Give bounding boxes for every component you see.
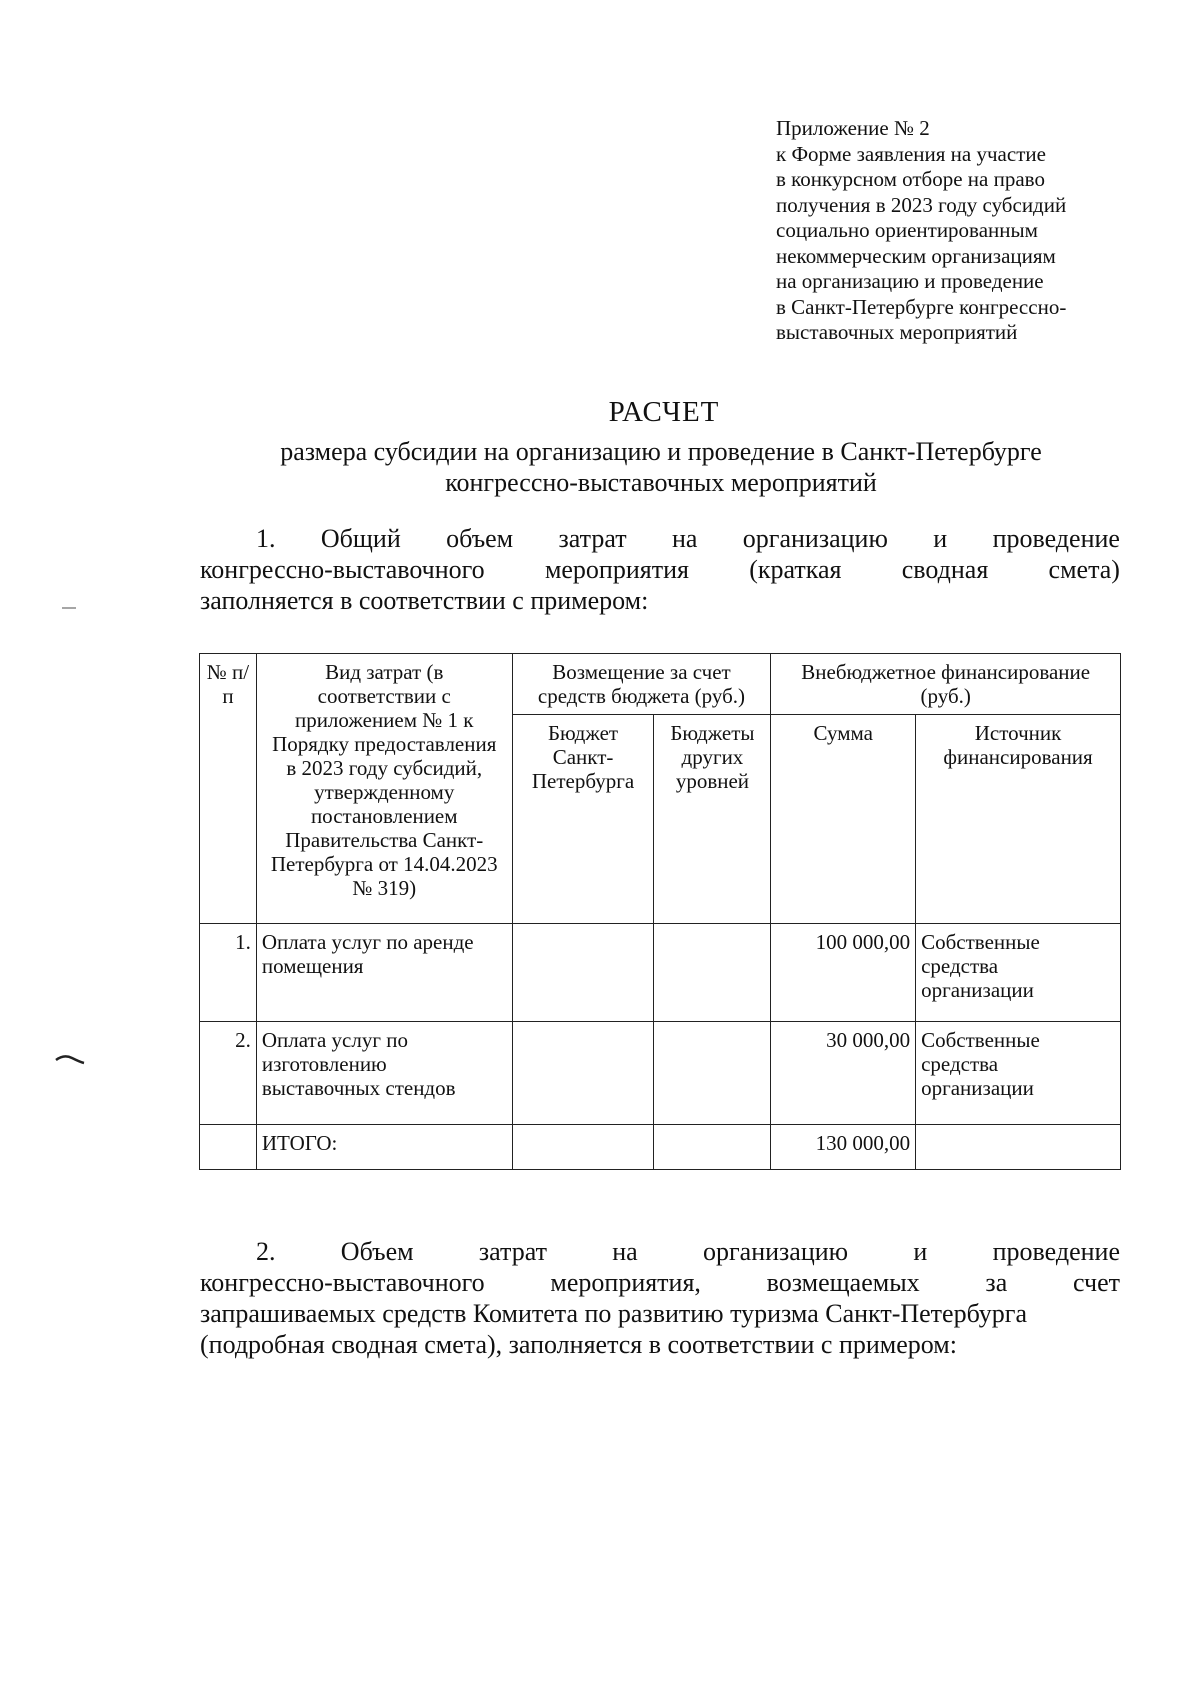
word: счет [1072, 1268, 1120, 1297]
section-2-paragraph [200, 1236, 1120, 1360]
word: объем [446, 524, 514, 553]
header-sum: Сумма [771, 715, 916, 924]
annex-line: некоммерческим организациям [776, 243, 1056, 268]
document-subtitle [240, 436, 1082, 498]
row-budget-spb [512, 1022, 654, 1125]
table-row [200, 1022, 1121, 1125]
row-num: 1. [200, 924, 257, 1022]
row-cost-type: Оплата услуг по аренде помещения [256, 924, 512, 1022]
word: и [933, 524, 948, 553]
word: организацию [703, 1237, 849, 1266]
document-title: РАСЧЕТ [608, 396, 720, 428]
row-budget-other [654, 1022, 771, 1125]
row-cost-type: Оплата услуг по изготовлению выставочных стендов [256, 1022, 512, 1125]
paragraph-line [200, 554, 1120, 585]
word: Общий [320, 524, 401, 553]
word: сводная [901, 555, 989, 584]
word: мероприятия, [550, 1268, 701, 1297]
row-source: Собственные средства организации [916, 1022, 1121, 1125]
header-extra-group: Внебюджетное финансирование (руб.) [771, 654, 1121, 715]
row-sum: 30 000,00 [771, 1022, 916, 1125]
subtitle-line: конгрессно-выставочных мероприятий [445, 468, 877, 497]
annex-header [776, 116, 1116, 346]
total-label: ИТОГО: [256, 1125, 512, 1170]
word: конгрессно-выставочного [200, 1268, 485, 1297]
header-budget-group: Возмещение за счет средств бюджета (руб.) [512, 654, 771, 715]
word: затрат [558, 524, 627, 553]
header-source: Источник финансирования [916, 715, 1121, 924]
paragraph-line: запрашиваемых средств Комитета по развитию туризма Санкт-Петербурга [200, 1299, 1028, 1328]
scan-artifact-mark [54, 1052, 86, 1066]
annex-line: социально ориентированным [776, 218, 1038, 242]
word: за [985, 1268, 1008, 1297]
header-budget-other: Бюджеты других уровней [654, 715, 771, 924]
annex-line: выставочных мероприятий [776, 320, 1018, 344]
word: возмещаемых [766, 1268, 920, 1297]
word: организацию [742, 524, 888, 553]
table-total-row [200, 1125, 1121, 1170]
table-row [200, 924, 1121, 1022]
row-budget-other [654, 924, 771, 1022]
word: на [671, 524, 698, 553]
word: мероприятия [544, 555, 689, 584]
row-source: Собственные средства организации [916, 924, 1121, 1022]
word: проведение [992, 1237, 1120, 1266]
word: проведение [992, 524, 1120, 553]
paragraph-line: заполняется в соответствии с примером: [200, 586, 649, 615]
paragraph-line [200, 1267, 1120, 1298]
annex-line: к Форме заявления на участие [776, 141, 1046, 166]
word: 2. [256, 1237, 276, 1266]
word: смета) [1048, 555, 1120, 584]
row-budget-spb [512, 924, 654, 1022]
header-num: № п/п [200, 654, 257, 924]
subtitle-line: размера субсидии на организацию и проведение в Санкт-Петербурге [280, 437, 1042, 466]
table-header-row [200, 654, 1121, 715]
total-sum: 130 000,00 [771, 1125, 916, 1170]
cost-table [199, 653, 1121, 1170]
word: затрат [478, 1237, 547, 1266]
word: (краткая [749, 555, 842, 584]
paragraph-line [200, 523, 1120, 554]
paragraph-line: (подробная сводная смета), заполняется в соответствии с примером: [200, 1330, 957, 1359]
annex-line: Приложение № 2 [776, 116, 930, 140]
header-budget-spb: Бюджет Санкт-Петербурга [512, 715, 654, 924]
row-sum: 100 000,00 [771, 924, 916, 1022]
annex-line: на организацию и проведение [776, 269, 1044, 293]
word: конгрессно-выставочного [200, 555, 485, 584]
word: Объем [340, 1237, 414, 1266]
header-cost-type: Вид затрат (в соответствии с приложением № 1 к Порядку предоставления в 2023 году субсидий, утвержденному постановлением Правительства Санкт-Петербурга от 14.04.2023 № 319) [256, 654, 512, 924]
row-num: 2. [200, 1022, 257, 1125]
annex-line: в конкурсном отборе на право [776, 167, 1045, 191]
annex-line: в Санкт-Петербурге конгрессно- [776, 294, 1067, 319]
word: 1. [256, 524, 276, 553]
paragraph-line [200, 1236, 1120, 1267]
section-1-paragraph [200, 523, 1120, 616]
scan-artifact-mark [60, 604, 80, 612]
word: на [612, 1237, 638, 1266]
annex-line: получения в 2023 году субсидий [776, 192, 1067, 217]
word: и [913, 1237, 928, 1266]
